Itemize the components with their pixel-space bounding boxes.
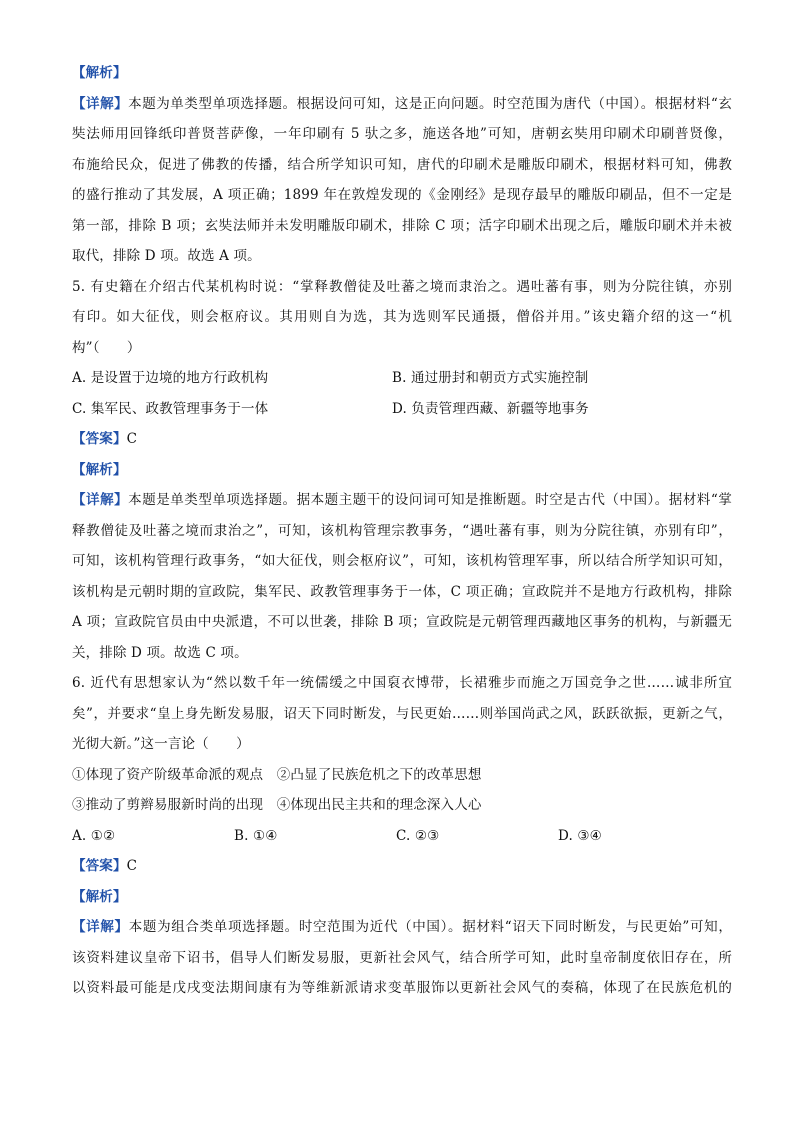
option-b[interactable]: B. 通过册封和朝贡方式实施控制 <box>392 370 589 386</box>
explanation-line: 的盛行推动了其发展，A 项正确；1899 年在敦煌发现的《金刚经》是现存最早的雕版印刷品，但不一定是 <box>72 187 732 203</box>
explanation-line: 以资料最可能是戊戌变法期间康有为等维新派请求变革服饰以更新社会风气的奏稿，体现了在民族危机的 <box>72 980 732 996</box>
question-6-stem: 6. 近代有思想家认为“然以数千年一统儒缓之中国裒衣博带，长裙雅步而施之万国竞争之世……诚非所宜 <box>72 675 732 691</box>
detail-tag: 【详解】 <box>72 492 129 508</box>
explanation-line: 【详解】本题是单类型单项选择题。据本题主题干的设问词可知是推断题。时空是古代（中国）。据材料“掌 <box>72 492 732 508</box>
explanation-line: 取代，排除 D 项。故选 A 项。 <box>72 248 261 264</box>
option-c[interactable]: C. ②③ <box>396 827 440 844</box>
question-5-options-row <box>72 363 732 394</box>
explanation-line: 第一部，排除 B 项；玄奘法师并未发明雕版印刷术，排除 C 项；活字印刷术出现之后，雕版印刷术并未被 <box>72 217 732 234</box>
question-5-options-row <box>72 394 732 425</box>
question-5-stem: 有印。如大征伐，则会枢府议。其用则自为选，其为选则军民通摄，僧俗并用。”该史籍介绍的这一“机 <box>72 309 732 325</box>
explanation-line: 该机构是元朝时期的宣政院，集军民、政教管理事务于一体，C 项正确；宣政院并不是地方行政机构，排除 <box>72 583 732 600</box>
explanation-line: 布施给民众，促进了佛教的传播，结合所学知识可知，唐代的印刷术是雕版印刷术，根据材料可知，佛教 <box>72 156 732 173</box>
explanation-line: 释教僧徒及吐蕃之境而隶治之”，可知，该机构管理宗教事务，“遇吐蕃有事，则为分院往镇，亦别有印”， <box>72 522 732 539</box>
option-b[interactable]: B. ①④ <box>234 827 278 844</box>
option-d[interactable]: D. 负责管理西藏、新疆等地事务 <box>392 400 589 417</box>
detail-tag: 【详解】 <box>72 95 129 112</box>
answer-line <box>72 851 732 882</box>
explanation-line: 【详解】本题为单类型单项选择题。根据设问可知，这是正向问题。时空范围为唐代（中国）。根据材料“玄 <box>72 95 732 112</box>
option-a[interactable]: A. ①② <box>72 827 116 844</box>
answer-line <box>72 424 732 455</box>
analysis-heading: 【解析】 <box>72 888 127 905</box>
answer-value: C <box>126 858 138 874</box>
explanation-line: 奘法师用回锋纸印普贤菩萨像，一年印刷有 5 驮之多，施送各地”可知，唐朝玄奘用印刷术印刷普贤像， <box>72 126 732 142</box>
document-page <box>72 58 732 1004</box>
detail-tag: 【详解】 <box>72 919 129 935</box>
statement-items: ③推动了剪辫易服新时尚的出现 ④体现出民主共和的理念深入人心 <box>72 797 482 813</box>
explanation-line: 该资料建议皇帝下诏书，倡导人们断发易服，更新社会风气，结合所学可知，此时皇帝制度依旧存在，所 <box>72 949 732 966</box>
answer-value: C <box>126 431 138 447</box>
explanation-line: 可知，该机构管理行政事务，“如大征伐，则会枢府议”，可知，该机构管理军事，所以结合所学知识可知， <box>72 553 732 569</box>
analysis-heading: 【解析】 <box>72 461 127 478</box>
explanation-line: A 项；宣政院官员由中央派遣，不可以世袭，排除 B 项；宣政院是元朝管理西藏地区事务的机构，与新疆无 <box>72 614 732 630</box>
answer-tag: 【答案】 <box>72 431 127 447</box>
option-a[interactable]: A. 是设置于边境的地方行政机构 <box>72 370 269 386</box>
question-5-stem: 构”（ ） <box>72 339 141 356</box>
explanation-line: 关，排除 D 项。故选 C 项。 <box>72 644 248 661</box>
explanation-line: 【详解】本题为组合类单项选择题。时空范围为近代（中国）。据材料“诏天下同时断发，与民更始”可知， <box>72 919 732 935</box>
answer-tag: 【答案】 <box>72 858 127 874</box>
question-6-stem: 光彻大新。”这一言论（ ） <box>72 736 250 752</box>
question-6-options-row <box>72 821 732 852</box>
question-6-stem: 矣”，并要求“皇上身先断发易服，诏天下同时断发，与民更始……则举国尚武之风，跃跃欲振，更新之气， <box>72 705 732 722</box>
statement-items: ①体现了资产阶级革命派的观点 ②凸显了民族危机之下的改革思想 <box>72 766 482 783</box>
analysis-heading: 【解析】 <box>72 65 127 81</box>
option-d[interactable]: D. ③④ <box>558 827 602 844</box>
option-c[interactable]: C. 集军民、政教管理事务于一体 <box>72 400 269 417</box>
question-5-stem: 5. 有史籍在介绍古代某机构时说：“掌释教僧徒及吐蕃之境而隶治之。遇吐蕃有事，则为分院往镇，亦别 <box>72 278 732 295</box>
